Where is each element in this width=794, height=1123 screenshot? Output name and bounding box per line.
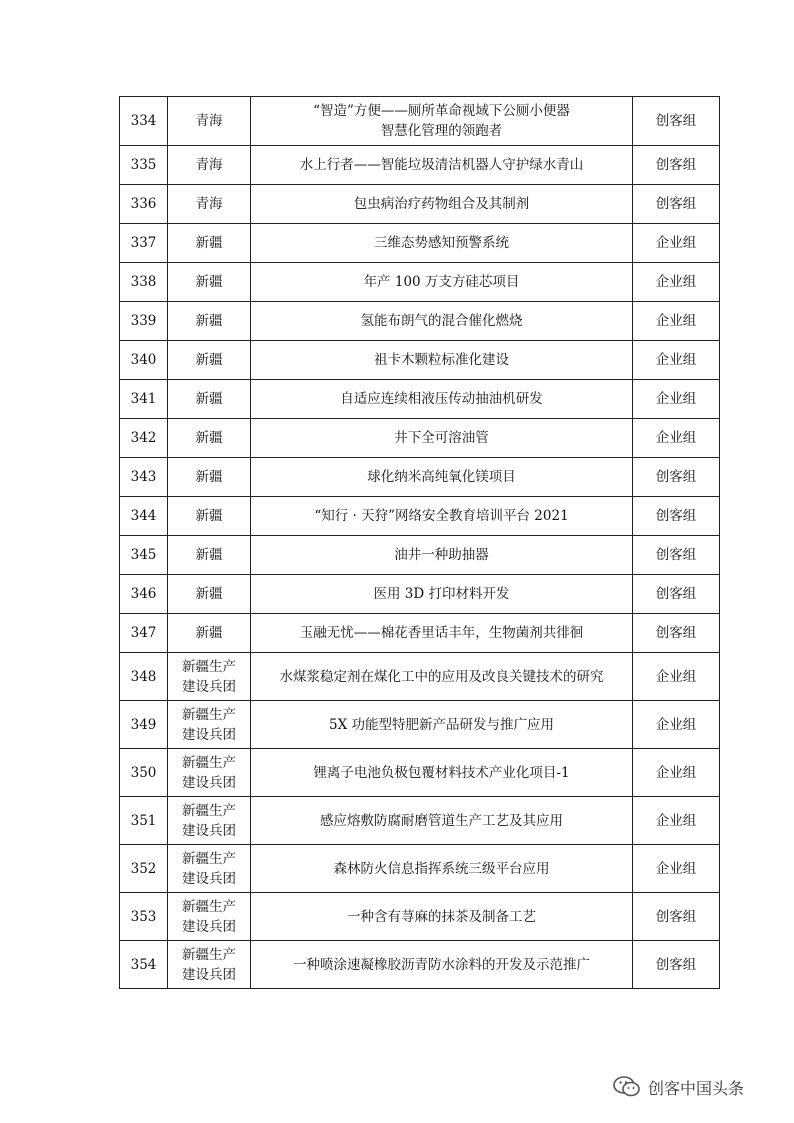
region-line: 建设兵团	[182, 918, 236, 935]
table-row	[120, 575, 720, 614]
row-group: 创客组	[633, 941, 720, 989]
table-row	[120, 941, 720, 989]
row-project-name	[251, 302, 633, 341]
project-name-line: 水煤浆稳定剂在煤化工中的应用及改良关键技术的研究	[279, 668, 604, 685]
row-project-name	[251, 575, 633, 614]
row-project-name	[251, 341, 633, 380]
project-name-line: 森林防火信息指挥系统三级平台应用	[333, 860, 550, 877]
region-line: 新疆	[195, 508, 223, 524]
table-row	[120, 341, 720, 380]
table-row	[120, 497, 720, 536]
project-name-line: 锂离子电池负极包覆材料技术产业化项目-1	[313, 764, 570, 781]
row-group: 企业组	[633, 653, 720, 701]
region-line: 新疆生产	[182, 706, 236, 723]
row-region	[168, 341, 251, 380]
project-name-line: 自适应连续相液压传动抽油机研发	[340, 391, 543, 407]
table-row	[120, 185, 720, 224]
region-line: 新疆	[195, 625, 223, 641]
region-line: 新疆	[195, 235, 223, 251]
row-project-name	[251, 797, 633, 845]
row-region	[168, 749, 251, 797]
row-group: 企业组	[633, 419, 720, 458]
project-name-line: 一种喷涂速凝橡胶沥青防水涂料的开发及示范推广	[293, 956, 590, 973]
row-group: 创客组	[633, 614, 720, 653]
row-region	[168, 701, 251, 749]
row-region	[168, 797, 251, 845]
region-line: 新疆	[195, 469, 223, 485]
row-number: 339	[120, 302, 168, 341]
row-project-name	[251, 749, 633, 797]
table-row	[120, 458, 720, 497]
project-name-line: 包虫病治疗药物组合及其制剂	[353, 196, 530, 212]
row-number: 334	[120, 97, 168, 146]
row-project-name	[251, 224, 633, 263]
region-line: 新疆生产	[182, 658, 236, 675]
row-group: 创客组	[633, 97, 720, 146]
row-region	[168, 185, 251, 224]
row-project-name	[251, 419, 633, 458]
region-line: 青海	[195, 113, 223, 129]
row-number: 335	[120, 146, 168, 185]
row-group: 企业组	[633, 845, 720, 893]
row-number: 340	[120, 341, 168, 380]
row-group: 企业组	[633, 797, 720, 845]
project-list-table	[119, 96, 720, 989]
table-row	[120, 419, 720, 458]
row-region	[168, 146, 251, 185]
row-number: 336	[120, 185, 168, 224]
watermark-text: 创客中国头条	[648, 1078, 745, 1098]
row-project-name	[251, 701, 633, 749]
row-group: 企业组	[633, 263, 720, 302]
row-region	[168, 536, 251, 575]
region-line: 青海	[195, 196, 223, 212]
row-group: 创客组	[633, 893, 720, 941]
region-line: 建设兵团	[182, 678, 236, 695]
row-number: 350	[120, 749, 168, 797]
project-name-line: 医用 3D 打印材料开发	[373, 586, 510, 602]
region-line: 新疆	[195, 313, 223, 329]
table-row	[120, 701, 720, 749]
row-group: 企业组	[633, 224, 720, 263]
project-name-line: 球化纳米高纯氧化镁项目	[367, 469, 516, 485]
row-region	[168, 614, 251, 653]
region-line: 新疆	[195, 274, 223, 290]
region-line: 建设兵团	[182, 726, 236, 743]
row-number: 343	[120, 458, 168, 497]
row-group: 创客组	[633, 536, 720, 575]
row-region	[168, 497, 251, 536]
row-group: 创客组	[633, 458, 720, 497]
row-project-name	[251, 653, 633, 701]
table-row	[120, 653, 720, 701]
region-line: 新疆	[195, 547, 223, 563]
row-project-name	[251, 614, 633, 653]
row-number: 345	[120, 536, 168, 575]
row-number: 347	[120, 614, 168, 653]
row-region	[168, 263, 251, 302]
table-row	[120, 536, 720, 575]
row-region	[168, 380, 251, 419]
row-region	[168, 845, 251, 893]
row-number: 337	[120, 224, 168, 263]
region-line: 新疆	[195, 430, 223, 446]
row-group: 企业组	[633, 749, 720, 797]
row-group: 企业组	[633, 701, 720, 749]
region-line: 新疆	[195, 391, 223, 407]
region-line: 新疆生产	[182, 754, 236, 771]
project-name-line: 5X 功能型特肥新产品研发与推广应用	[329, 716, 554, 733]
row-region	[168, 653, 251, 701]
project-name-line: 年产 100 万支方硅芯项目	[363, 274, 520, 290]
row-region	[168, 97, 251, 146]
region-line: 新疆生产	[182, 802, 236, 819]
region-line: 新疆生产	[182, 850, 236, 867]
table-row	[120, 97, 720, 146]
row-region	[168, 419, 251, 458]
project-name-line: 智慧化管理的领跑者	[380, 123, 503, 139]
row-group: 创客组	[633, 146, 720, 185]
row-number: 346	[120, 575, 168, 614]
region-line: 青海	[195, 157, 223, 173]
row-group: 创客组	[633, 185, 720, 224]
project-name-line: 感应熔敷防腐耐磨管道生产工艺及其应用	[320, 812, 563, 829]
project-name-line: 三维态势感知预警系统	[374, 235, 509, 251]
row-project-name	[251, 497, 633, 536]
row-number: 338	[120, 263, 168, 302]
row-number: 342	[120, 419, 168, 458]
row-project-name	[251, 536, 633, 575]
row-project-name	[251, 185, 633, 224]
row-number: 348	[120, 653, 168, 701]
region-line: 新疆	[195, 352, 223, 368]
row-project-name	[251, 893, 633, 941]
row-region	[168, 893, 251, 941]
region-line: 新疆生产	[182, 946, 236, 963]
region-line: 建设兵团	[182, 774, 236, 791]
row-number: 353	[120, 893, 168, 941]
row-group: 创客组	[633, 497, 720, 536]
region-line: 新疆生产	[182, 898, 236, 915]
project-name-line: 祖卡木颗粒标准化建设	[374, 352, 509, 368]
row-project-name	[251, 458, 633, 497]
wechat-icon	[612, 1074, 642, 1100]
row-number: 351	[120, 797, 168, 845]
row-group: 企业组	[633, 341, 720, 380]
region-line: 建设兵团	[182, 966, 236, 983]
row-group: 企业组	[633, 302, 720, 341]
row-project-name	[251, 941, 633, 989]
table-row	[120, 845, 720, 893]
project-name-line: 一种含有荨麻的抹茶及制备工艺	[347, 908, 536, 925]
row-number: 349	[120, 701, 168, 749]
table-row	[120, 302, 720, 341]
region-line: 建设兵团	[182, 822, 236, 839]
row-project-name	[251, 97, 633, 146]
row-project-name	[251, 263, 633, 302]
table-row	[120, 224, 720, 263]
project-name-line: “智造”方便——厕所革命视域下公厕小便器	[313, 103, 570, 119]
row-project-name	[251, 845, 633, 893]
project-name-line: 玉融无忧——棉花香里话丰年，生物菌剂共徘徊	[299, 625, 584, 641]
row-region	[168, 941, 251, 989]
table-row	[120, 263, 720, 302]
table-row	[120, 749, 720, 797]
project-name-line: “知行 · 天狩”网络安全教育培训平台 2021	[314, 508, 569, 524]
row-project-name	[251, 146, 633, 185]
row-region	[168, 224, 251, 263]
table-row	[120, 797, 720, 845]
row-group: 创客组	[633, 575, 720, 614]
row-region	[168, 302, 251, 341]
table-row	[120, 380, 720, 419]
table-row	[120, 893, 720, 941]
table-row	[120, 146, 720, 185]
project-name-line: 水上行者——智能垃圾清洁机器人守护绿水青山	[299, 157, 584, 173]
project-name-line: 油井一种助抽器	[394, 547, 489, 563]
table-body	[120, 97, 720, 989]
row-number: 354	[120, 941, 168, 989]
row-group: 企业组	[633, 380, 720, 419]
watermark	[612, 1072, 744, 1102]
region-line: 建设兵团	[182, 870, 236, 887]
row-number: 344	[120, 497, 168, 536]
row-number: 341	[120, 380, 168, 419]
project-name-line: 氢能布朗气的混合催化燃烧	[360, 313, 523, 329]
row-project-name	[251, 380, 633, 419]
table-row	[120, 614, 720, 653]
row-region	[168, 575, 251, 614]
region-line: 新疆	[195, 586, 223, 602]
row-region	[168, 458, 251, 497]
project-name-line: 井下全可溶油管	[394, 430, 489, 446]
row-number: 352	[120, 845, 168, 893]
